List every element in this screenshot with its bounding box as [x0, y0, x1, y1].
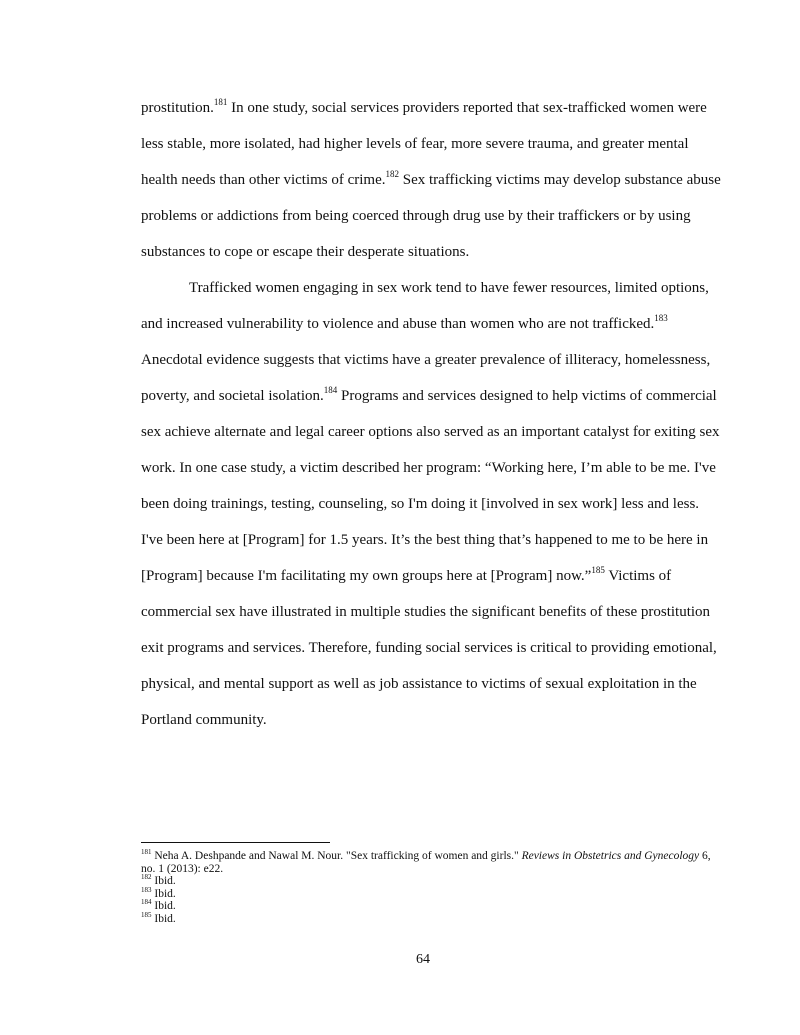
- paragraph-text: Sex trafficking victims may develop substance abuse problems or addictions from being coerced through drug use by their traffickers or by using substances to cope or escape their desperate situations.: [141, 172, 721, 260]
- paragraph-text: Programs and services designed to help victims of commercial sex achieve alternate and legal career options also served as an important catalyst for exiting sex work. In one case study, a victim described her program: “Working here, I’m able to be me. I've been doing trainings, testing, counseling, so I'm doing it [involved in sex work] less and less. I've been here at [Program] for 1.5 years. It’s the best thing that’s happened to me to be here in [Program] because I'm facilitating my own groups here at [Program] now.”: [141, 388, 720, 584]
- footnote-text: Neha A. Deshpande and Nawal M. Nour. "Sex trafficking of women and girls.": [151, 850, 522, 862]
- paragraph-text: Anecdotal evidence suggests that victims have a greater prevalence of illiteracy, homelessness, poverty, and societal isolation.: [141, 352, 711, 404]
- footnote-185: [141, 910, 721, 926]
- body-text: [141, 90, 721, 738]
- footnote-ref-183[interactable]: 183: [654, 313, 668, 323]
- footnote-journal: Reviews in Obstetrics and Gynecology: [521, 850, 700, 862]
- footnote-181: [141, 850, 721, 875]
- footnote-ref-185[interactable]: 185: [591, 565, 605, 575]
- footnote-text: Ibid.: [151, 887, 176, 900]
- footnote-number: 182: [141, 873, 152, 882]
- footnote-ref-184[interactable]: 184: [323, 385, 338, 395]
- footnote-divider: [141, 842, 330, 843]
- footnote-text: Ibid.: [151, 912, 176, 925]
- footnote-ref-181[interactable]: 181: [213, 97, 228, 107]
- footnote-text: Ibid.: [151, 875, 176, 887]
- footnote-text: 6, no. 1 (2013): e22.: [141, 850, 711, 875]
- footnote-184: [141, 900, 721, 913]
- footnote-182: [141, 875, 721, 888]
- footnote-number: 183: [141, 885, 152, 894]
- page-number: 64: [416, 952, 430, 967]
- paragraph-2: [141, 270, 721, 738]
- footnote-ref-182[interactable]: 182: [385, 169, 400, 179]
- footnote-183: [141, 885, 721, 901]
- paragraph-1: [141, 90, 721, 270]
- paragraph-text: In one study, social services providers reported that sex-trafficked women were less stable, more isolated, had higher levels of fear, more severe trauma, and greater mental health needs than other victims of crime.: [141, 100, 707, 188]
- footnote-number: 181: [141, 848, 152, 857]
- paragraph-text: Trafficked women engaging in sex work tend to have fewer resources, limited options, and increased vulnerability to violence and abuse than women who are not trafficked.: [141, 280, 709, 332]
- footnotes: [141, 850, 721, 925]
- footnote-number: 184: [141, 898, 152, 907]
- paragraph-text: Victims of commercial sex have illustrated in multiple studies the significant benefits of these prostitution exit programs and services. Therefore, funding social services is critical to providing emotional, physical, and mental support as well as job assistance to victims of sexual exploitation in the Portland community.: [141, 568, 717, 728]
- paragraph-text: prostitution.: [141, 100, 214, 116]
- footnote-text: Ibid.: [151, 900, 176, 912]
- footnote-number: 185: [141, 910, 152, 919]
